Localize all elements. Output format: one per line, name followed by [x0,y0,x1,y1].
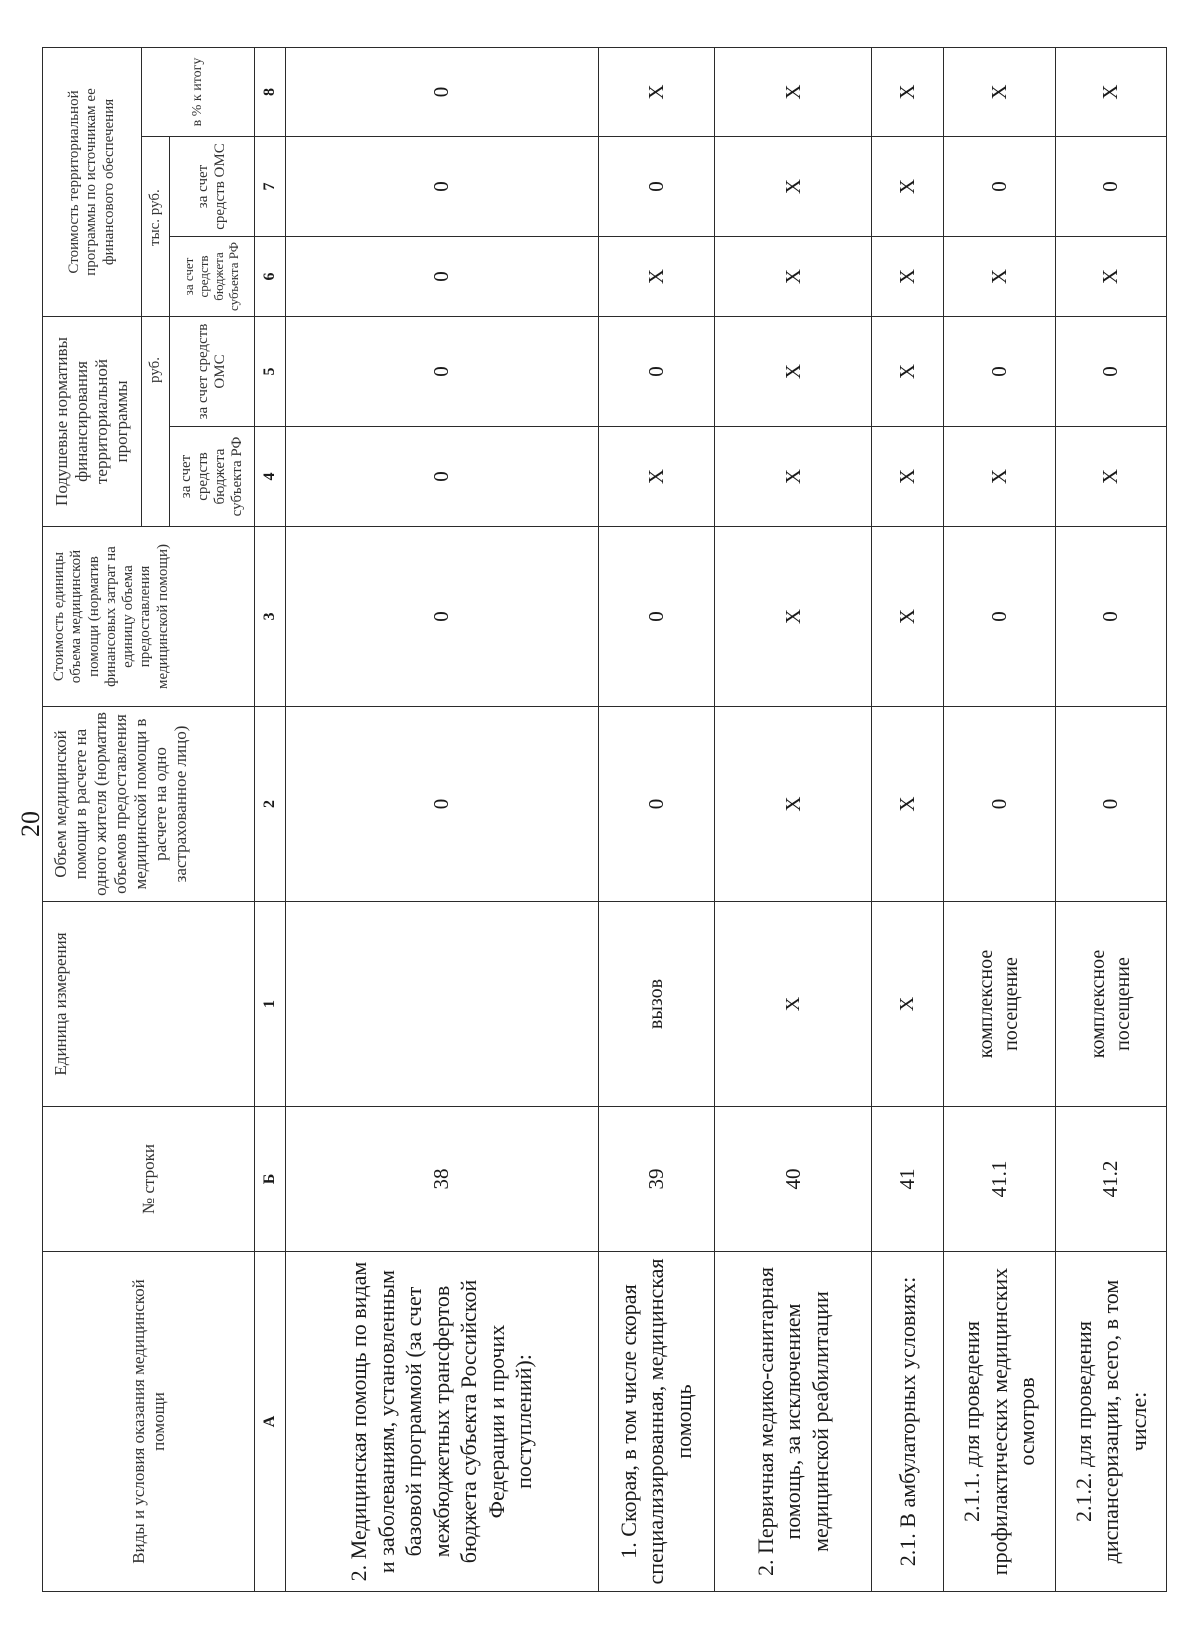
row-col-7: 0 [1055,136,1166,236]
row-unit: комплексное посещение [1055,902,1166,1107]
row-col-6: 0 [285,236,598,316]
row-col-2: X [714,707,872,902]
row-col-2: X [872,707,944,902]
row-label: 2.1.2. для проведения диспансеризации, всего, в том числе: [1055,1252,1166,1592]
row-col-8: X [1055,47,1166,136]
header-col-1: Единица измерения [43,902,255,1107]
header-col-a: Виды и условия оказания медицинской помощи [43,1252,255,1592]
header-col-8: в % к итогу [141,47,255,136]
row-col-3: 0 [598,527,714,707]
row-col-7: 0 [598,136,714,236]
header-col-2: Объем медицинской помощи в расчете на одного жителя (норматив объемов предоставления медицинской помощи в расчете на одно застрахованное лицо) [43,707,255,902]
row-col-7: X [872,136,944,236]
row-col-5: 0 [944,316,1055,426]
row-col-6: X [944,236,1055,316]
row-col-2: 0 [944,707,1055,902]
row-col-4: X [872,427,944,527]
header-col-3: Стоимость единицы объема медицинской помощи (норматив финансовых затрат на единицу объема предоставления медицинской помощи) [43,527,255,707]
row-col-8: X [944,47,1055,136]
row-col-3: 0 [1055,527,1166,707]
row-label: 2. Первичная медико-санитарная помощь, за исключением медицинской реабилитации [714,1252,872,1592]
header-cost-unit: тыс. руб. [141,136,169,316]
row-col-7: 0 [285,136,598,236]
row-label: 2. Медицинская помощь по видам и заболеваниям, установленным базовой программой (за счет межбюджетных трансфертов бюджета субъекта Российской Федерации и прочих поступлений): [285,1252,598,1592]
row-label: 2.1.1. для проведения профилактических медицинских осмотров [944,1252,1055,1592]
row-col-5: 0 [598,316,714,426]
row-line-number: 38 [285,1107,598,1252]
colnum-5: 5 [255,316,285,426]
table-row [1055,47,1166,1591]
row-col-5: 0 [285,316,598,426]
row-col-4: X [598,427,714,527]
header-col-7: за счет средств ОМС [169,136,255,236]
table-row [714,47,872,1591]
colnum-2: 2 [255,707,285,902]
row-col-5: X [714,316,872,426]
table-row [598,47,714,1591]
row-label: 2.1. В амбулаторных условиях: [872,1252,944,1592]
colnum-8: 8 [255,47,285,136]
row-col-2: 0 [598,707,714,902]
row-col-3: 0 [944,527,1055,707]
financing-table [42,47,1167,1592]
row-col-4: X [714,427,872,527]
colnum-a: А [255,1252,285,1592]
colnum-b: Б [255,1107,285,1252]
colnum-7: 7 [255,136,285,236]
row-col-3: 0 [285,527,598,707]
row-unit: X [714,902,872,1107]
row-col-2: 0 [1055,707,1166,902]
row-col-8: 0 [285,47,598,136]
header-col-4: за счет средств бюджета субъекта РФ [169,427,255,527]
row-col-8: X [872,47,944,136]
header-col-5: за счет средств ОМС [169,316,255,426]
table-row [872,47,944,1591]
column-number-row [255,47,285,1591]
row-col-6: X [714,236,872,316]
header-col-6: за счет средств бюджета субъекта РФ [169,236,255,316]
row-col-7: X [714,136,872,236]
colnum-3: 3 [255,527,285,707]
row-col-2: 0 [285,707,598,902]
row-line-number: 39 [598,1107,714,1252]
row-col-3: X [872,527,944,707]
row-col-6: X [598,236,714,316]
table-row [944,47,1055,1591]
row-col-4: X [944,427,1055,527]
row-col-6: X [1055,236,1166,316]
colnum-1: 1 [255,902,285,1107]
row-unit [285,902,598,1107]
header-col-b: № строки [43,1107,255,1252]
colnum-4: 4 [255,427,285,527]
row-line-number: 41.1 [944,1107,1055,1252]
header-normatives-unit: руб. [141,316,169,526]
row-line-number: 40 [714,1107,872,1252]
table-row [285,47,598,1591]
row-col-8: X [714,47,872,136]
row-unit: вызов [598,902,714,1107]
row-col-7: 0 [944,136,1055,236]
header-row-groups [43,47,142,1591]
header-group-cost: Стоимость территориальной программы по источникам ее финансового обеспечения [43,47,142,316]
page-number: 20 [16,811,45,837]
row-col-3: X [714,527,872,707]
row-col-4: 0 [285,427,598,527]
row-col-8: X [598,47,714,136]
row-line-number: 41.2 [1055,1107,1166,1252]
header-group-normatives: Подушевые нормативы финансирования территориальной программы [43,316,142,526]
row-col-4: X [1055,427,1166,527]
row-col-6: X [872,236,944,316]
row-unit: комплексное посещение [944,902,1055,1107]
row-label: 1. Скорая, в том числе скорая специализированная, медицинская помощь [598,1252,714,1592]
colnum-6: 6 [255,236,285,316]
row-unit: X [872,902,944,1107]
row-col-5: X [872,316,944,426]
row-col-5: 0 [1055,316,1166,426]
row-line-number: 41 [872,1107,944,1252]
